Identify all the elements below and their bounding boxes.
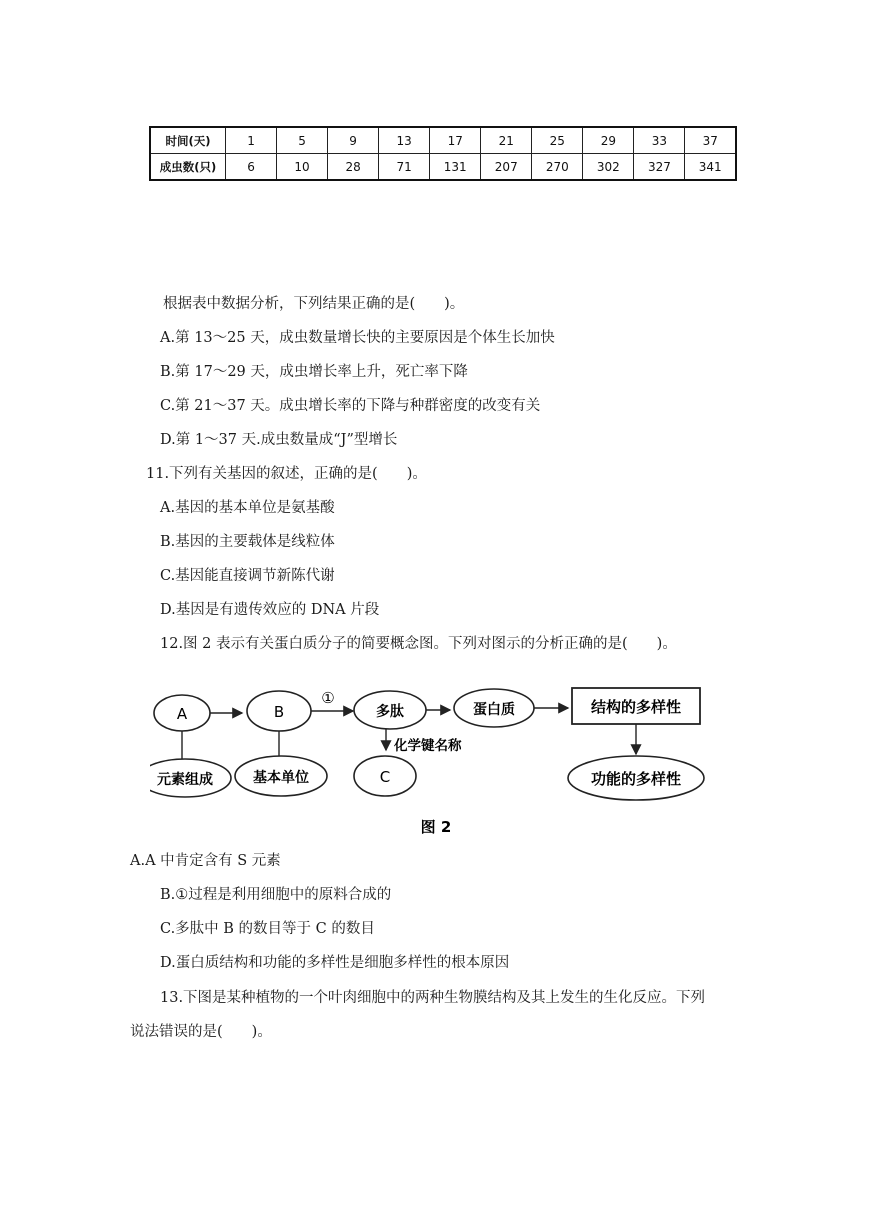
- q13-stem-line1: 13.下图是某种植物的一个叶肉细胞中的两种生物膜结构及其上发生的生化反应。下列: [160, 990, 706, 1006]
- q13-stem-line2: 说法错误的是( )。: [130, 1024, 272, 1040]
- q12-option-d: D.蛋白质结构和功能的多样性是细胞多样性的根本原因: [160, 955, 510, 971]
- table-cell: 71: [379, 154, 430, 181]
- q12-option-b: B.①过程是利用细胞中的原料合成的: [160, 887, 392, 903]
- table-cell: 13: [379, 127, 430, 154]
- table-cell: 28: [328, 154, 379, 181]
- q12-stem: 12.图 2 表示有关蛋白质分子的简要概念图。下列对图示的分析正确的是( )。: [160, 636, 677, 652]
- table-cell: 327: [634, 154, 685, 181]
- node-polypeptide-label: 多肽: [376, 704, 404, 720]
- table-header-count: 成虫数(只): [150, 154, 226, 181]
- q10-option-b: B.第 17～29 天，成虫增长率上升，死亡率下降: [160, 364, 468, 380]
- q11-stem: 11.下列有关基因的叙述，正确的是( )。: [146, 466, 427, 482]
- table-cell: 1: [226, 127, 277, 154]
- protein-concept-diagram: [150, 680, 720, 840]
- table-cell: 25: [532, 127, 583, 154]
- node-function-label: 功能的多样性: [590, 770, 682, 788]
- q10-option-a: A.第 13～25 天，成虫数量增长快的主要原因是个体生长加快: [160, 330, 555, 346]
- table-row-time: [150, 127, 736, 154]
- table-cell: 37: [685, 127, 736, 154]
- table-cell: 17: [430, 127, 481, 154]
- figure-caption: 图 2: [420, 818, 452, 836]
- table-cell: 29: [583, 127, 634, 154]
- table-cell: 33: [634, 127, 685, 154]
- table-cell: 270: [532, 154, 583, 181]
- population-data-table: [149, 126, 737, 181]
- table-cell: 131: [430, 154, 481, 181]
- node-protein-label: 蛋白质: [473, 702, 515, 718]
- node-b-label: B: [273, 703, 285, 721]
- q10-option-c: C.第 21～37 天。成虫增长率的下降与种群密度的改变有关: [160, 398, 541, 414]
- table-cell: 302: [583, 154, 634, 181]
- table-cell: 9: [328, 127, 379, 154]
- node-basic-unit-label: 基本单位: [253, 770, 309, 786]
- step-one-label: ①: [321, 689, 335, 707]
- q11-option-b: B.基因的主要载体是线粒体: [160, 534, 335, 550]
- q10-option-d: D.第 1～37 天.成虫数量成“J”型增长: [160, 432, 398, 448]
- q11-option-a: A.基因的基本单位是氨基酸: [160, 500, 335, 516]
- q12-option-a: A.A 中肯定含有 S 元素: [130, 853, 281, 869]
- node-c-label: C: [379, 768, 391, 786]
- table-row-count: [150, 154, 736, 181]
- table-cell: 10: [277, 154, 328, 181]
- table-cell: 207: [481, 154, 532, 181]
- q12-option-c: C.多肽中 B 的数目等于 C 的数目: [160, 921, 375, 937]
- table-cell: 21: [481, 127, 532, 154]
- node-a-label: A: [176, 705, 188, 723]
- table-cell: 341: [685, 154, 736, 181]
- table-header-time: 时间(天): [150, 127, 226, 154]
- q11-option-d: D.基因是有遗传效应的 DNA 片段: [160, 602, 380, 618]
- node-structure-label: 结构的多样性: [590, 698, 682, 716]
- bond-name-label: 化学键名称: [394, 738, 462, 754]
- table-cell: 5: [277, 127, 328, 154]
- q10-stem: 根据表中数据分析，下列结果正确的是( )。: [163, 296, 465, 312]
- q11-option-c: C.基因能直接调节新陈代谢: [160, 568, 335, 584]
- node-elements-label: 元素组成: [157, 772, 213, 788]
- table-cell: 6: [226, 154, 277, 181]
